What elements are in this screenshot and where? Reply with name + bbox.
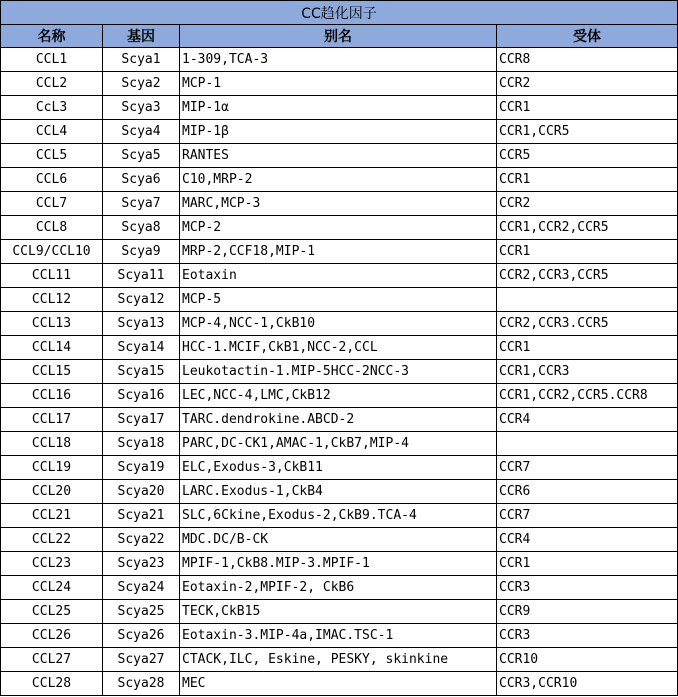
- cell-gene: Scya6: [103, 168, 180, 192]
- cell-receptor: CCR1: [497, 240, 678, 264]
- table-row: [1, 168, 678, 192]
- cell-alias: CTACK,ILC, Eskine, PESKY, skinkine: [180, 648, 497, 672]
- cell-name: CCL1: [1, 48, 103, 72]
- header-alias: 别名: [180, 25, 497, 48]
- cell-name: CCL14: [1, 336, 103, 360]
- cell-gene: Scya17: [103, 408, 180, 432]
- cell-name: CCL7: [1, 192, 103, 216]
- cell-name: CCL22: [1, 528, 103, 552]
- cell-receptor: CCR1: [497, 168, 678, 192]
- header-receptor: 受体: [497, 25, 678, 48]
- table-row: [1, 576, 678, 600]
- table-row: [1, 288, 678, 312]
- cell-gene: Scya16: [103, 384, 180, 408]
- cell-receptor: [497, 432, 678, 456]
- cell-gene: Scya21: [103, 504, 180, 528]
- cell-name: CCL28: [1, 672, 103, 696]
- cell-gene: Scya1: [103, 48, 180, 72]
- cell-name: CCL5: [1, 144, 103, 168]
- table-row: [1, 264, 678, 288]
- table-row: [1, 72, 678, 96]
- cell-name: CCL25: [1, 600, 103, 624]
- cell-alias: MARC,MCP-3: [180, 192, 497, 216]
- table-row: [1, 408, 678, 432]
- table-row: [1, 504, 678, 528]
- cell-gene: Scya18: [103, 432, 180, 456]
- cell-name: CCL4: [1, 120, 103, 144]
- cell-alias: TARC.dendrokine.ABCD-2: [180, 408, 497, 432]
- cell-receptor: CCR1: [497, 552, 678, 576]
- table-row: [1, 312, 678, 336]
- cell-receptor: CCR2: [497, 72, 678, 96]
- cell-alias: MRP-2,CCF18,MIP-1: [180, 240, 497, 264]
- cell-gene: Scya12: [103, 288, 180, 312]
- cell-receptor: CCR7: [497, 456, 678, 480]
- cell-name: CCL9/CCL10: [1, 240, 103, 264]
- cell-gene: Scya23: [103, 552, 180, 576]
- cell-alias: MCP-5: [180, 288, 497, 312]
- cell-gene: Scya25: [103, 600, 180, 624]
- cell-alias: MIP-1β: [180, 120, 497, 144]
- cell-gene: Scya5: [103, 144, 180, 168]
- cell-receptor: CCR10: [497, 648, 678, 672]
- cell-alias: RANTES: [180, 144, 497, 168]
- cell-alias: Leukotactin-1.MIP-5HCC-2NCC-3: [180, 360, 497, 384]
- cell-gene: Scya4: [103, 120, 180, 144]
- table-row: [1, 672, 678, 696]
- table-body: [1, 48, 678, 696]
- table-row: [1, 336, 678, 360]
- cell-name: CcL3: [1, 96, 103, 120]
- table-row: [1, 432, 678, 456]
- cell-alias: MPIF-1,CkB8.MIP-3.MPIF-1: [180, 552, 497, 576]
- cell-name: CCL11: [1, 264, 103, 288]
- cell-name: CCL15: [1, 360, 103, 384]
- cell-name: CCL21: [1, 504, 103, 528]
- cell-receptor: CCR1: [497, 96, 678, 120]
- cell-gene: Scya14: [103, 336, 180, 360]
- cell-alias: TECK,CkB15: [180, 600, 497, 624]
- cell-alias: Eotaxin: [180, 264, 497, 288]
- cell-name: CCL18: [1, 432, 103, 456]
- header-row: [1, 25, 678, 48]
- cell-gene: Scya26: [103, 624, 180, 648]
- cell-gene: Scya22: [103, 528, 180, 552]
- cell-receptor: CCR3,CCR10: [497, 672, 678, 696]
- title-row: [1, 1, 678, 25]
- cell-gene: Scya11: [103, 264, 180, 288]
- cell-gene: Scya9: [103, 240, 180, 264]
- cell-receptor: CCR2,CCR3,CCR5: [497, 264, 678, 288]
- cell-name: CCL8: [1, 216, 103, 240]
- cell-alias: Eotaxin-2,MPIF-2, CkB6: [180, 576, 497, 600]
- cell-name: CCL20: [1, 480, 103, 504]
- table-row: [1, 528, 678, 552]
- cell-gene: Scya13: [103, 312, 180, 336]
- cell-receptor: CCR7: [497, 504, 678, 528]
- cell-receptor: CCR3: [497, 576, 678, 600]
- cell-receptor: CCR8: [497, 48, 678, 72]
- cell-name: CCL24: [1, 576, 103, 600]
- table-row: [1, 600, 678, 624]
- cell-name: CCL27: [1, 648, 103, 672]
- table-row: [1, 624, 678, 648]
- table-row: [1, 360, 678, 384]
- cell-gene: Scya20: [103, 480, 180, 504]
- cell-name: CCL16: [1, 384, 103, 408]
- cell-alias: LARC.Exodus-1,CkB4: [180, 480, 497, 504]
- cell-receptor: CCR1,CCR2,CCR5.CCR8: [497, 384, 678, 408]
- cell-receptor: CCR2,CCR3.CCR5: [497, 312, 678, 336]
- cell-alias: SLC,6Ckine,Exodus-2,CkB9.TCA-4: [180, 504, 497, 528]
- table-row: [1, 144, 678, 168]
- table-title: CC趋化因子: [1, 1, 678, 25]
- cell-gene: Scya27: [103, 648, 180, 672]
- cell-receptor: CCR2: [497, 192, 678, 216]
- cell-alias: MCP-4,NCC-1,CkB10: [180, 312, 497, 336]
- cell-receptor: CCR1: [497, 336, 678, 360]
- table-row: [1, 48, 678, 72]
- cell-alias: MEC: [180, 672, 497, 696]
- cell-alias: MIP-1α: [180, 96, 497, 120]
- cell-receptor: CCR4: [497, 408, 678, 432]
- table-row: [1, 480, 678, 504]
- cell-name: CCL26: [1, 624, 103, 648]
- cell-gene: Scya24: [103, 576, 180, 600]
- cell-alias: HCC-1.MCIF,CkB1,NCC-2,CCL: [180, 336, 497, 360]
- cell-alias: PARC,DC-CK1,AMAC-1,CkB7,MIP-4: [180, 432, 497, 456]
- cell-gene: Scya28: [103, 672, 180, 696]
- cell-receptor: CCR1,CCR2,CCR5: [497, 216, 678, 240]
- table-row: [1, 192, 678, 216]
- table-row: [1, 456, 678, 480]
- cell-alias: ELC,Exodus-3,CkB11: [180, 456, 497, 480]
- cell-alias: MCP-1: [180, 72, 497, 96]
- header-name: 名称: [1, 25, 103, 48]
- cell-receptor: CCR3: [497, 624, 678, 648]
- cell-alias: MCP-2: [180, 216, 497, 240]
- cell-name: CCL2: [1, 72, 103, 96]
- cell-gene: Scya7: [103, 192, 180, 216]
- cell-alias: Eotaxin-3.MIP-4a,IMAC.TSC-1: [180, 624, 497, 648]
- cell-alias: 1-309,TCA-3: [180, 48, 497, 72]
- cell-name: CCL6: [1, 168, 103, 192]
- cell-receptor: CCR9: [497, 600, 678, 624]
- cell-alias: LEC,NCC-4,LMC,CkB12: [180, 384, 497, 408]
- cell-receptor: CCR4: [497, 528, 678, 552]
- cell-gene: Scya15: [103, 360, 180, 384]
- cell-name: CCL19: [1, 456, 103, 480]
- cell-gene: Scya3: [103, 96, 180, 120]
- cell-receptor: CCR5: [497, 144, 678, 168]
- table-row: [1, 96, 678, 120]
- table-row: [1, 216, 678, 240]
- table-row: [1, 120, 678, 144]
- cell-receptor: [497, 288, 678, 312]
- cell-name: CCL23: [1, 552, 103, 576]
- cell-gene: Scya19: [103, 456, 180, 480]
- table-row: [1, 240, 678, 264]
- cell-receptor: CCR1,CCR5: [497, 120, 678, 144]
- table-row: [1, 384, 678, 408]
- cell-alias: C10,MRP-2: [180, 168, 497, 192]
- cell-alias: MDC.DC/B-CK: [180, 528, 497, 552]
- cell-name: CCL12: [1, 288, 103, 312]
- cell-receptor: CCR6: [497, 480, 678, 504]
- cell-name: CCL17: [1, 408, 103, 432]
- cell-gene: Scya8: [103, 216, 180, 240]
- cell-name: CCL13: [1, 312, 103, 336]
- table-row: [1, 552, 678, 576]
- header-gene: 基因: [103, 25, 180, 48]
- cell-gene: Scya2: [103, 72, 180, 96]
- cell-receptor: CCR1,CCR3: [497, 360, 678, 384]
- table-row: [1, 648, 678, 672]
